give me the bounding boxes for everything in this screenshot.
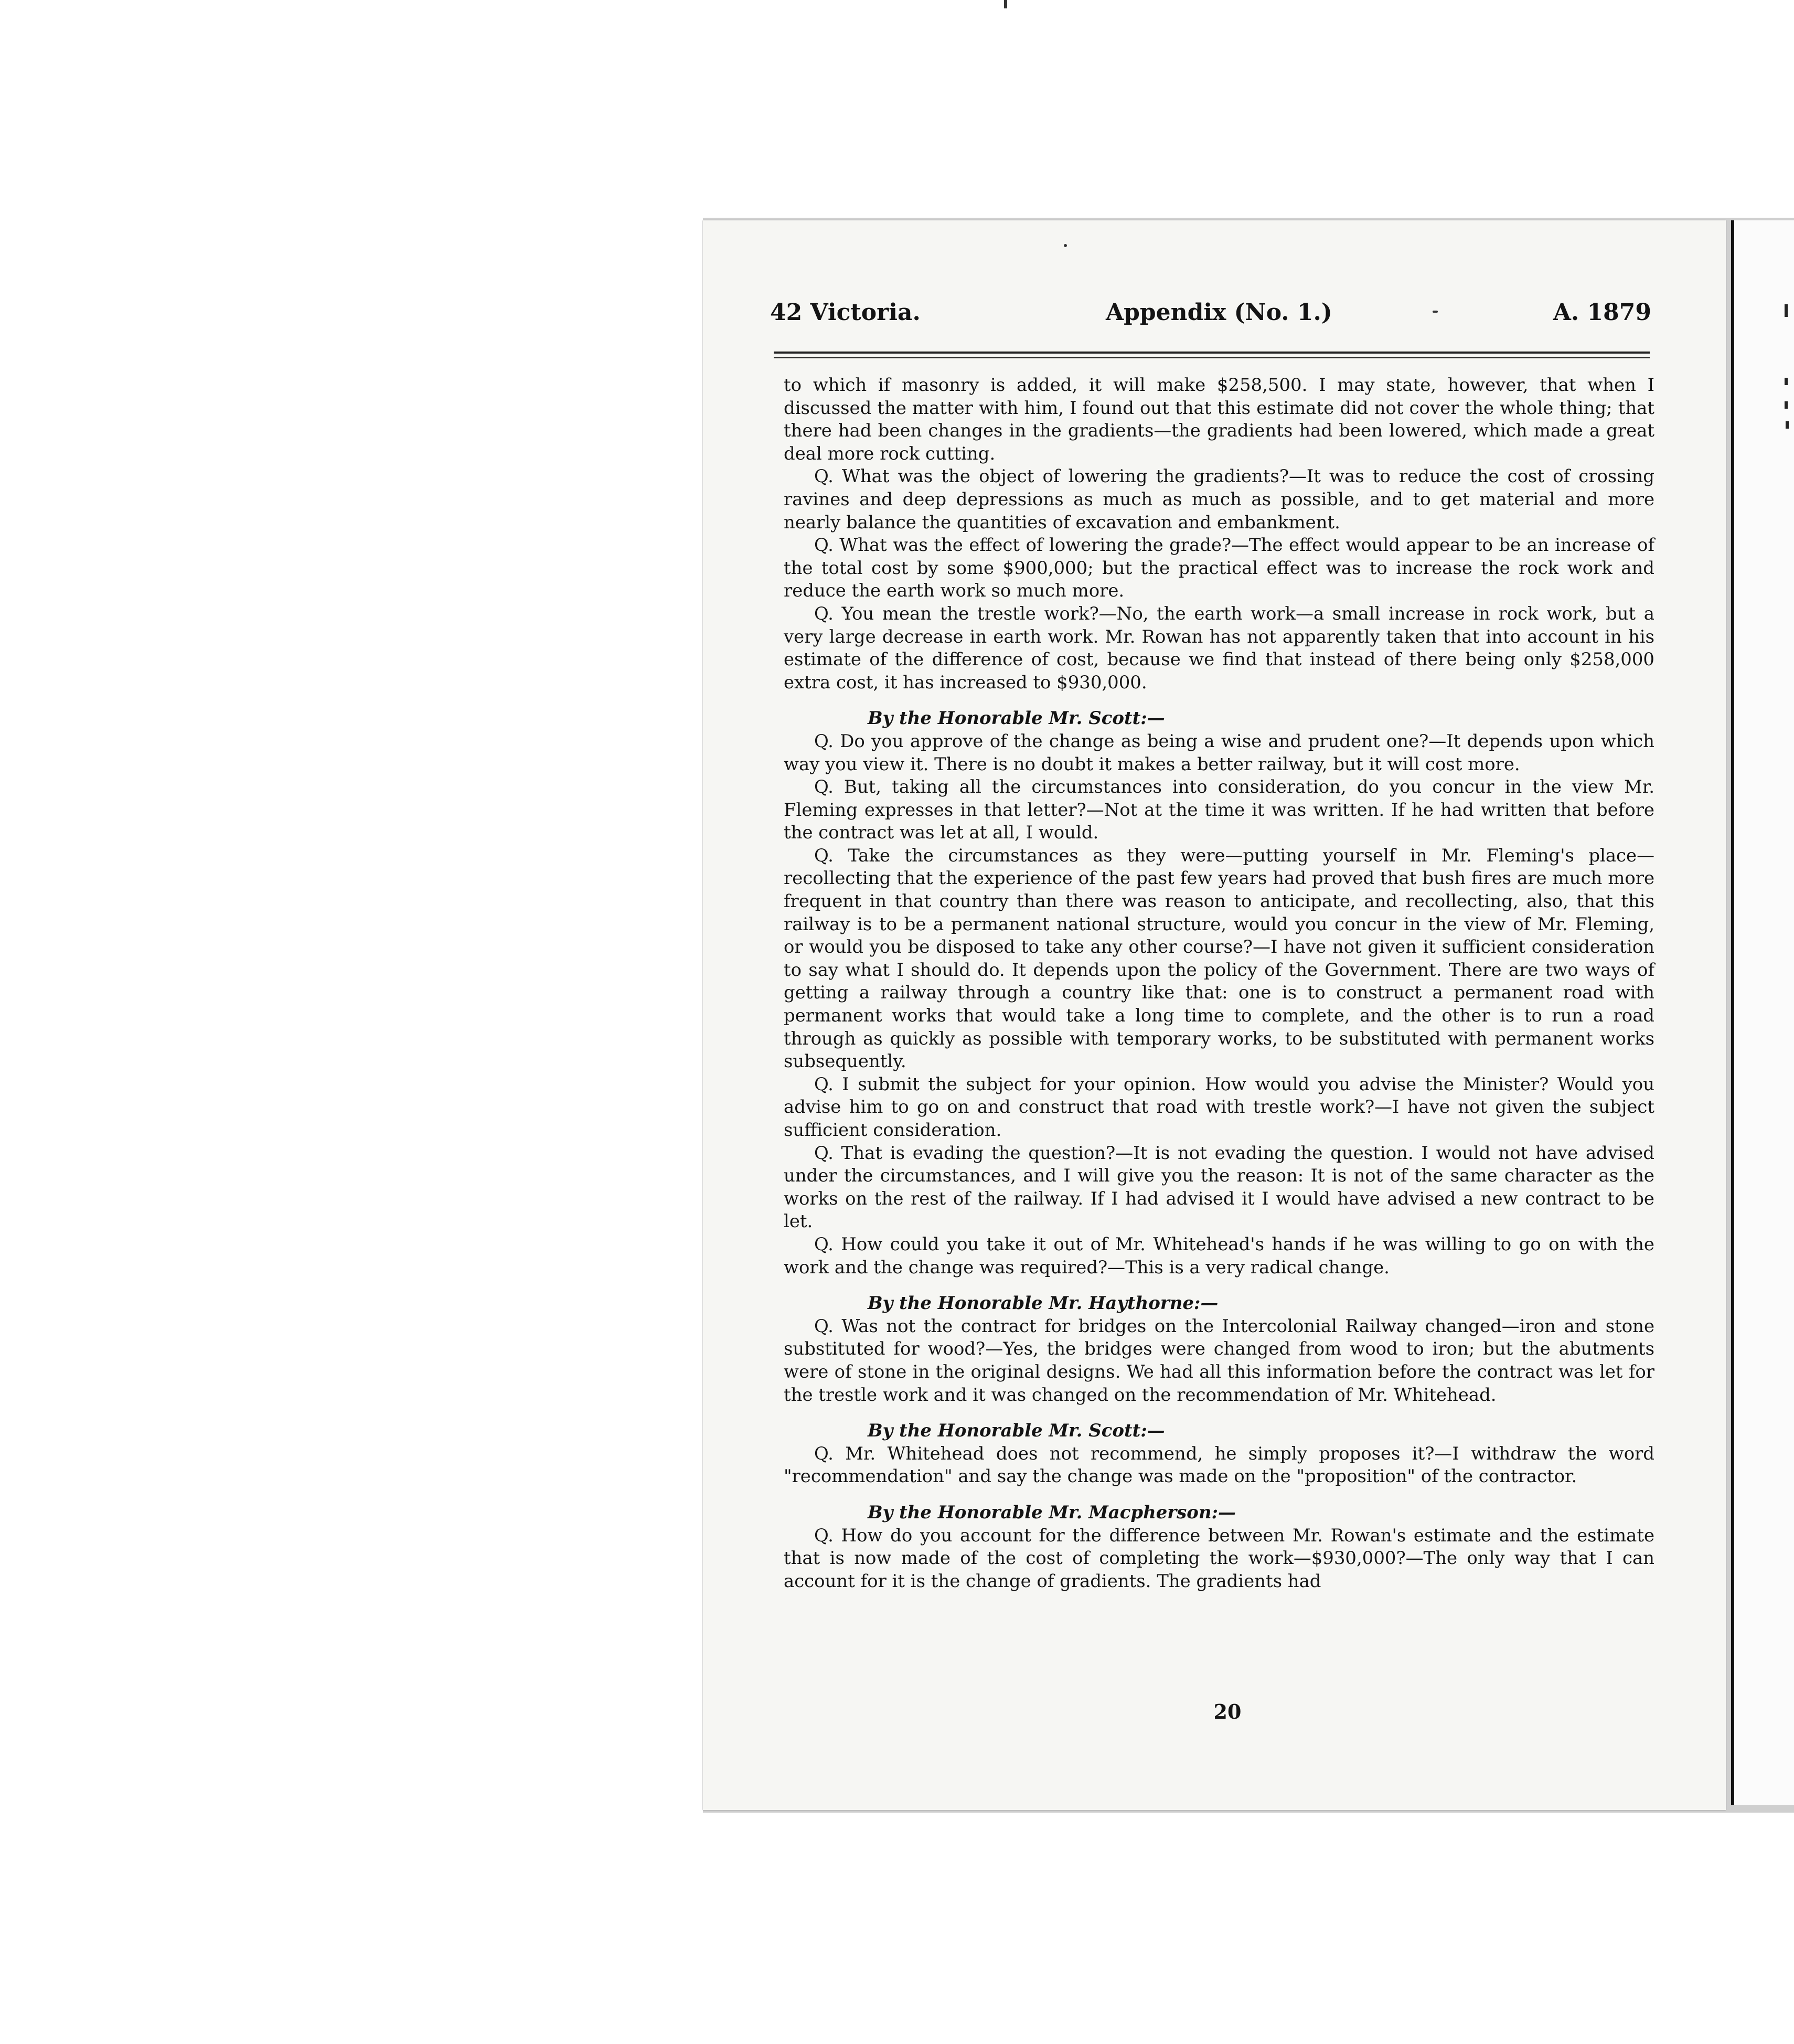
testimony-paragraph: Q. Do you approve of the change as being a wise and prudent one?—It depends upon which way you view it. There is no doubt it makes a better railway, but it will cost more.	[784, 730, 1654, 774]
testimony-paragraph: to which if masonry is added, it will make $258,500. I may state, however, that when I discussed the matter with him, I found out that this estimate did not cover the whole thing; that there had been changes in the gradients—the gradients had been lowered, which made a great deal more rock cutting.	[784, 375, 1654, 464]
examiner-heading: By the Honorable Mr. Macpherson:—	[868, 1501, 1236, 1523]
scan-speck	[1064, 244, 1067, 247]
examiner-heading: By the Honorable Mr. Scott:—	[868, 707, 1165, 729]
header-session: 42 Victoria.	[770, 299, 921, 326]
examiner-heading: By the Honorable Mr. Scott:—	[868, 1420, 1165, 1441]
testimony-paragraph: Q. That is evading the question?—It is not evading the question. I would not have advised under the circumstances, and I will give you the reason: It is not of the same character as the works on the rest of the railway. If I had advised it I would have advised a new contract to be let.	[784, 1142, 1654, 1232]
testimony-paragraph: Q. I submit the subject for your opinion. How would you advise the Minister? Would you advise him to go on and construct that road with trestle work?—I have not given the subject sufficient consideration.	[784, 1073, 1654, 1140]
testimony-paragraph: Q. What was the effect of lowering the grade?—The effect would appear to be an increase of the total cost by some $900,000; but the practical effect was to increase the rock work and reduce the earth work so much more.	[784, 535, 1654, 601]
header-rule-bottom	[774, 357, 1650, 358]
page-number: 20	[1213, 1700, 1242, 1723]
testimony-paragraph: Q. Take the circumstances as they were—putting yourself in Mr. Fleming's place—recollecting that the experience of the past few years had proved that bush fires are much more frequent in that country than there was reason to anticipate, and recollecting, also, that this railway is to be a permanent national structure, would you concur in the view of Mr. Fleming, or would you be disposed to take any other course?—I have not given it sufficient consideration to say what I should do. It depends upon the policy of the Government. There are two ways of getting a railway through a country like that: one is to construct a permanent road with permanent works that would take a long time to complete, and the other is to run a road through as quickly as possible with temporary works, to be substituted with permanent works subsequently.	[784, 845, 1654, 1072]
scan-mark	[1004, 0, 1007, 8]
header-year: A. 1879	[1553, 299, 1651, 326]
adjacent-page-edge	[1734, 220, 1794, 1805]
testimony-body	[784, 374, 1654, 1592]
testimony-paragraph: Q. How do you account for the difference between Mr. Rowan's estimate and the estimate that is now made of the cost of completing the work—$930,000?—The only way that I can account for it is the change of gradients. The gradients had	[784, 1525, 1654, 1591]
header-appendix: Appendix (No. 1.)	[1106, 299, 1332, 326]
testimony-paragraph: Q. You mean the trestle work?—No, the earth work—a small increase in rock work, but a very large decrease in earth work. Mr. Rowan has not apparently taken that into account in his estimate of the difference of cost, because we find that instead of there being only $258,000 extra cost, it has increased to $930,000.	[784, 603, 1654, 693]
testimony-paragraph: Q. Mr. Whitehead does not recommend, he simply proposes it?—I withdraw the word "recommendation" and say the change was made on the "proposition" of the contractor.	[784, 1443, 1654, 1487]
page-edge-rule	[1731, 220, 1734, 1805]
testimony-paragraph: Q. Was not the contract for bridges on the Intercolonial Railway changed—iron and stone substituted for wood?—Yes, the bridges were changed from wood to iron; but the abutments were of stone in the original designs. We had all this information before the contract was let for the trestle work and it was changed on the recommendation of Mr. Whitehead.	[784, 1315, 1654, 1405]
testimony-paragraph: Q. What was the object of lowering the gradients?—It was to reduce the cost of crossing ravines and deep depressions as much as much as possible, and to get material and more nearly balance the quantities of excavation and embankment.	[784, 466, 1654, 533]
running-header	[770, 299, 1651, 331]
testimony-paragraph: Q. But, taking all the circumstances into consideration, do you concur in the view Mr. Fleming expresses in that letter?—Not at the time it was written. If he had written that before the contract was let at all, I would.	[784, 776, 1654, 843]
header-rule-top	[774, 352, 1650, 354]
examiner-heading: By the Honorable Mr. Haythorne:—	[868, 1292, 1219, 1314]
testimony-paragraph: Q. How could you take it out of Mr. Whitehead's hands if he was willing to go on with the work and the change was required?—This is a very radical change.	[784, 1233, 1654, 1278]
